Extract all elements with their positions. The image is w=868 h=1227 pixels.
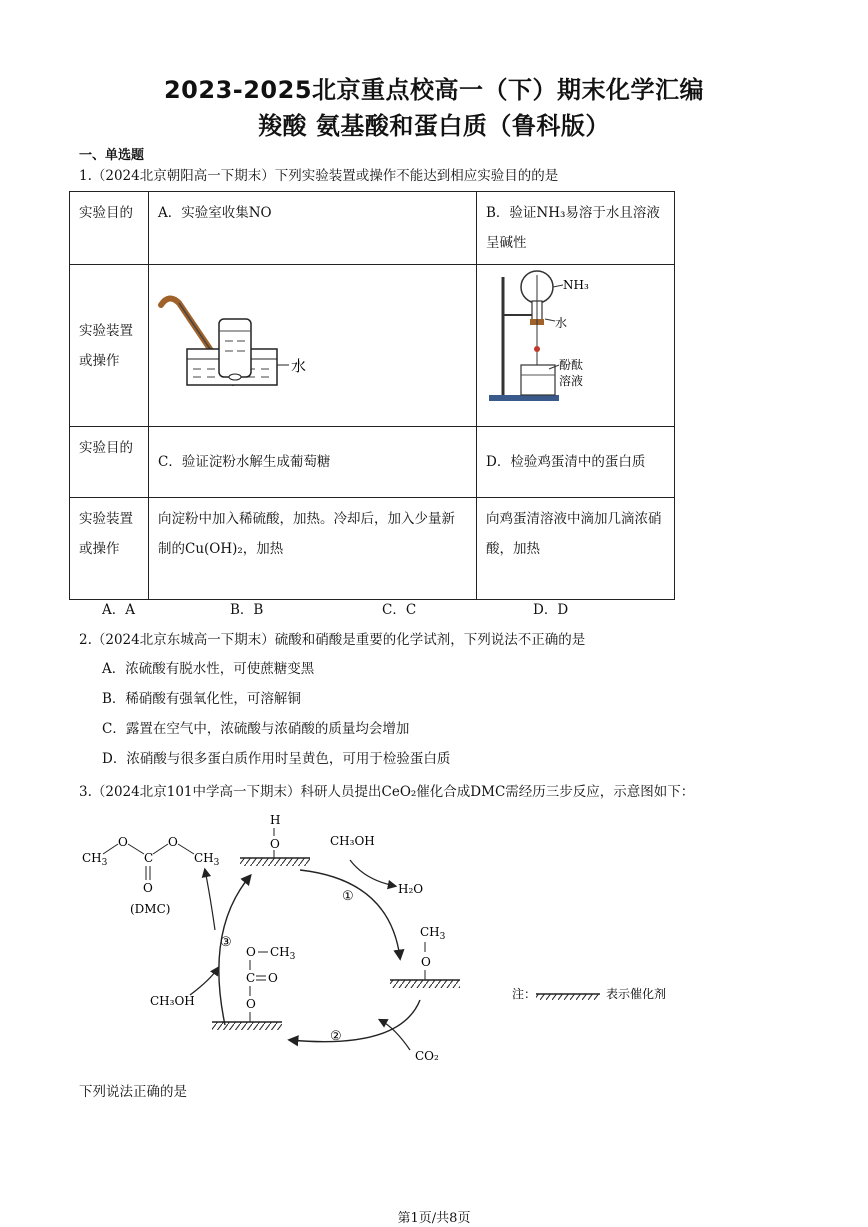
step2-label: ② <box>330 1029 342 1044</box>
q2-stem: 2.（2024北京东城高一下期末）硫酸和硝酸是重要的化学试剂，下列说法不正确的是 <box>79 632 586 648</box>
svg-text:O: O <box>118 835 128 849</box>
note-prefix: 注： <box>512 987 537 1001</box>
dmc-label: (DMC) <box>130 902 171 916</box>
step1-label: ① <box>342 889 354 904</box>
fig-b-water-label: 水 <box>555 316 568 330</box>
c-purpose: C．验证淀粉水解生成葡萄糖 <box>149 427 477 498</box>
q3-tail: 下列说法正确的是 <box>79 1084 187 1100</box>
d-purpose: D．检验鸡蛋清中的蛋白质 <box>477 427 675 498</box>
q2-option-b[interactable]: B．稀硝酸有强氧化性，可溶解铜 <box>102 691 301 707</box>
svg-text:O: O <box>268 971 278 985</box>
q2-option-d[interactable]: D．浓硝酸与很多蛋白质作用时呈黄色，可用于检验蛋白质 <box>102 751 451 767</box>
row4-label: 实验装置或操作 <box>70 498 149 600</box>
row3-label: 实验目的 <box>70 427 149 498</box>
svg-text:CH3: $CH_3$ <box>194 851 220 868</box>
fig-b-solution-label: 溶液 <box>559 374 584 388</box>
fig-b-nh3-label: NH₃ <box>563 278 589 292</box>
dmc-catalysis-diagram <box>0 800 868 1075</box>
q1-table <box>69 191 675 600</box>
catalyst-top <box>240 813 310 866</box>
q1-option-d[interactable]: D．D <box>533 602 569 618</box>
b-purpose: B．验证NH₃易溶于水且溶液呈碱性 <box>477 192 675 265</box>
fig-b-phenol-label: 酚酞 <box>559 358 584 372</box>
gas-collection-figure <box>149 265 469 415</box>
q3-stem: 3.（2024北京101中学高一下期末）科研人员提出CeO₂催化合成DMC需经历三步反应，示意图如下： <box>79 784 695 800</box>
svg-text:O: O <box>246 997 256 1011</box>
step3-label: ③ <box>220 935 232 950</box>
c-operation: 向淀粉中加入稀硫酸，加热。冷却后，加入少量新制的Cu(OH)₂，加热 <box>149 498 477 600</box>
note-text: 表示催化剂 <box>606 987 667 1001</box>
fountain-experiment-figure <box>477 265 673 415</box>
d-operation: 向鸡蛋清溶液中滴加几滴浓硝酸，加热 <box>477 498 675 600</box>
svg-text:C: C <box>144 851 154 865</box>
fig-a-water-label: 水 <box>291 357 307 375</box>
a-purpose: A．实验室收集NO <box>149 192 477 265</box>
co2-label: CO₂ <box>415 1049 439 1063</box>
fig-a-cell <box>149 265 477 427</box>
svg-text:O: O <box>143 881 153 895</box>
svg-text:H: H <box>270 813 281 827</box>
svg-text:O: O <box>246 945 256 959</box>
q2-option-a[interactable]: A．浓硫酸有脱水性，可使蔗糖变黑 <box>102 661 315 677</box>
q1-stem: 1.（2024北京朝阳高一下期末）下列实验装置或操作不能达到相应实验目的的是 <box>79 168 559 184</box>
dmc-structure <box>82 835 220 895</box>
q1-option-c[interactable]: C．C <box>382 602 417 618</box>
q2-option-c[interactable]: C．露置在空气中，浓硫酸与浓硝酸的质量均会增加 <box>102 721 410 737</box>
h2o-label: H₂O <box>398 882 424 896</box>
svg-text:O: O <box>168 835 178 849</box>
svg-text:CH3: $CH_3$ <box>82 851 108 868</box>
svg-text:CH3: $CH_3$ <box>270 945 296 962</box>
q1-option-a[interactable]: A．A <box>102 602 135 618</box>
section-heading: 一、单选题 <box>79 148 145 163</box>
fig-b-cell <box>477 265 675 427</box>
svg-text:CH3: $CH_3$ <box>420 925 446 942</box>
svg-text:O: O <box>421 955 431 969</box>
svg-text:O: O <box>270 837 280 851</box>
ch3oh-top-label: CH₃OH <box>330 834 375 848</box>
row1-label: 实验目的 <box>70 192 149 265</box>
svg-text:C: C <box>246 971 256 985</box>
doc-title-line2: 羧酸 氨基酸和蛋白质（鲁科版） <box>258 112 610 140</box>
row2-label: 实验装置或操作 <box>70 265 149 427</box>
page-footer: 第1页/共8页 <box>397 1211 471 1226</box>
catalyst-bottom <box>212 945 296 1030</box>
ch3oh-left-label: CH₃OH <box>150 994 195 1008</box>
doc-title-line1: 2023-2025北京重点校高一（下）期末化学汇编 <box>163 76 705 104</box>
q1-option-b[interactable]: B．B <box>230 602 264 618</box>
